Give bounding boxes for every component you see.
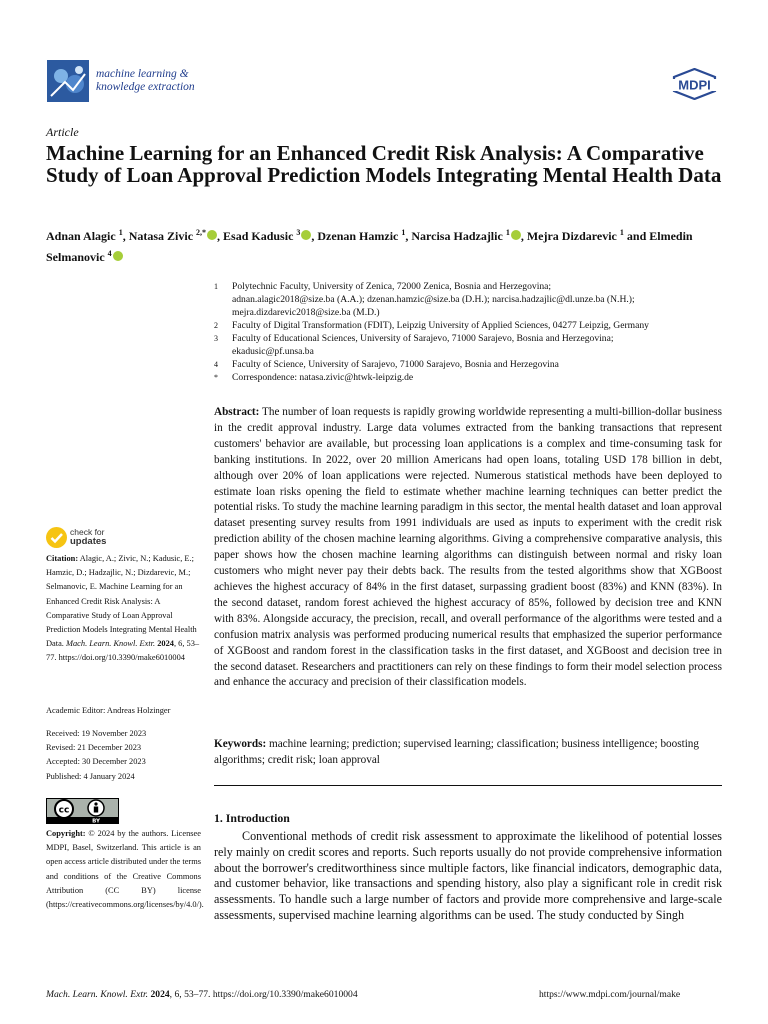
publisher-name: MDPI [678, 77, 711, 93]
author-separator: , [520, 229, 527, 243]
check-for-updates-badge[interactable] [46, 527, 126, 551]
orcid-icon[interactable] [113, 251, 123, 261]
abstract-text: The number of loan requests is rapidly growing worldwide representing a multi-billion-dollar business in the credit approval industry. Large data volumes extracted from the banking transactions that represent customers' behavior are available, but processing loan applications is a complex and time-consuming task for banking institutions. In 2022, over 20 million Americans had open loans, totaling USD 178 billion in debt, although over 20% of loan applications were rejected. Numerous statistical methods have been deployed to estimate loan risks opening the field to estimate whether machine learning techniques can better predict the potential risks. To study the machine learning paradigm in this sector, the mental health dataset and loan approval dataset presenting survey results from 1991 individuals are used as inputs to experiment with the credit risk prediction ability of the chosen machine learning algorithms. Giving a comprehensive comparative analysis, this paper shows how the chosen machine learning algorithms can distinguish between normal and risky loan customers who might never pay their debts back. The results from the tested algorithms show that XGBoost achieves the highest accuracy of 84% in the first dataset, surpassing gradient boost (83%) and KNN (83%). In the second dataset, random forest achieved the highest accuracy of 85%, followed by decision tree and KNN with 83%. Alongside accuracy, the precision, recall, and overall performance of the algorithms were tested and a confusion matrix analysis was performed producing numerical results that emphasized the superior performance of XGBoost and random forest in the classification tasks in the first dataset, and XGBoost and decision tree in the second dataset. Researchers and practitioners can rely on these findings to form their model selection process and enhance the accuracy and precision of their classification models. [214, 406, 722, 689]
affiliation-number: 4 [214, 360, 218, 369]
affiliation-row [214, 332, 724, 358]
keywords-label: Keywords: [214, 738, 267, 750]
author-affiliation-sup: 3 [296, 228, 301, 237]
affiliation-number: * [214, 373, 218, 382]
affiliation-line: ekadusic@pf.unsa.ba [232, 346, 314, 357]
citation-doi[interactable]: , 6, 53–77. https://doi.org/10.3390/make6010004 [46, 639, 200, 663]
journal-name [96, 68, 195, 94]
section-divider [214, 785, 722, 786]
author-separator: , [122, 229, 129, 243]
citation-block [46, 552, 201, 666]
footer-year: 2024 [150, 989, 170, 1000]
orcid-icon[interactable] [301, 230, 311, 240]
citation-year: 2024 [157, 639, 174, 649]
affiliation-row [214, 371, 724, 384]
abstract [214, 405, 722, 691]
updates-line2: updates [70, 536, 107, 547]
introduction-paragraph: Conventional methods of credit risk assessment to approximate the likelihood of potential losses rely mainly on credit scores and reports. Such reports usually do not provide comprehensive information about the borrower's creditworthiness since multiple factors, like financial indicators, demographic data, and customer behavior, like transactions and spending history, also play a significant role in credit risk assessments. To handle such a large number of factors and provide more comprehensive and large-scale assessments, supervised machine learning algorithms can be used. The study conducted by Singh [214, 829, 722, 922]
citation-text: Alagic, A.; Zivic, N.; Kadusic, E.; Hamzic, D.; Hadzajlic, N.; Dizdarevic, M.; Selmanovic, E. Machine Learning for an Enhanced Credit Risk Analysis: A Comparative Study of Loan Approval Prediction Models Integrating Mental Health Data. [46, 554, 197, 649]
affiliation-row [214, 280, 724, 319]
footer-journal-url[interactable]: https://www.mdpi.com/journal/make [539, 989, 681, 1000]
affiliation-line: Faculty of Digital Transformation (FDIT), Leipzig University of Applied Sciences, 04277 Leipzig, Germany [232, 320, 649, 331]
article-type: Article [46, 125, 79, 139]
academic-editor: Academic Editor: Andreas Holzinger [46, 706, 171, 715]
date-line: Published: 4 January 2024 [46, 771, 135, 781]
cc-by-license-icon[interactable] [46, 798, 119, 824]
footer-doi[interactable]: , 6, 53–77. https://doi.org/10.3390/make6010004 [169, 989, 358, 1000]
citation-label: Citation: [46, 554, 79, 563]
author-separator: , [217, 229, 224, 243]
affiliation-line: Polytechnic Faculty, University of Zenica, 72000 Zenica, Bosnia and Herzegovina; [232, 281, 552, 292]
affiliation-row [214, 358, 724, 371]
journal-name-line1: machine learning & [96, 68, 189, 80]
section-heading-introduction: 1. Introduction [214, 811, 290, 825]
author-list [46, 224, 726, 266]
affiliation-line: adnan.alagic2018@size.ba (A.A.); dzenan.hamzic@size.ba (D.H.); narcisa.hadzajlic@dl.unze.ba (N.H.); [232, 294, 635, 305]
date-line: Revised: 21 December 2023 [46, 743, 142, 753]
author-affiliation-sup: 1 [118, 228, 123, 237]
author-name: Adnan Alagic [46, 229, 116, 243]
author-name: Natasa Zivic [128, 229, 194, 243]
author-affiliation-sup: 2,* [196, 228, 207, 237]
by-label: BY [92, 818, 100, 824]
affiliation-line: Faculty of Educational Sciences, University of Sarajevo, 71000 Sarajevo, Bosnia and Herzegovina; [232, 333, 614, 344]
footer-journal: Mach. Learn. Knowl. Extr. [46, 989, 149, 1000]
affiliations [214, 280, 724, 384]
copyright-notice [46, 827, 204, 912]
keywords [214, 736, 722, 768]
affiliation-row [214, 319, 724, 332]
affiliation-line: Correspondence: natasa.zivic@htwk-leipzig.de [232, 372, 414, 383]
author-affiliation-sup: 1 [401, 228, 406, 237]
copyright-label: Copyright: [46, 829, 86, 838]
author-name: Dzenan Hamzic [317, 229, 399, 243]
keywords-text: machine learning; prediction; supervised learning; classification; business intelligence; boosting algorithms; credit risk; loan approval [214, 738, 699, 766]
author-name: Mejra Dizdarevic [526, 229, 617, 243]
author-name: Narcisa Hadzajlic [411, 229, 503, 243]
author-affiliation-sup: 1 [505, 228, 510, 237]
affiliation-number: 1 [214, 282, 218, 291]
author-separator: , [311, 229, 318, 243]
updates-line1: check for [70, 527, 105, 537]
author-name: Esad Kadusic [223, 229, 294, 243]
author-affiliation-sup: 4 [107, 249, 112, 258]
author-affiliation-sup: 1 [619, 228, 624, 237]
author-separator: , [405, 229, 412, 243]
publication-dates [46, 727, 201, 784]
orcid-icon[interactable] [207, 230, 217, 240]
journal-logo-icon [47, 60, 89, 102]
footer-citation [46, 989, 358, 1000]
paper-title: Machine Learning for an Enhanced Credit Risk Analysis: A Comparative Study of Loan Approval Prediction Models Integrating Mental Health Data [46, 141, 722, 187]
affiliation-number: 2 [214, 321, 218, 330]
affiliation-number: 3 [214, 334, 218, 343]
orcid-icon[interactable] [511, 230, 521, 240]
author-separator: and [623, 229, 650, 243]
citation-journal: Mach. Learn. Knowl. Extr. [66, 639, 156, 649]
updates-icon [46, 527, 67, 548]
affiliation-line: Faculty of Science, University of Sarajevo, 71000 Sarajevo, Bosnia and Herzegovina [232, 359, 559, 370]
date-line: Received: 19 November 2023 [46, 729, 147, 738]
affiliation-line: mejra.dizdarevic2018@size.ba (M.D.) [232, 307, 380, 318]
cc-label: cc [58, 805, 70, 816]
abstract-label: Abstract: [214, 406, 260, 418]
mdpi-logo-icon [667, 68, 722, 100]
journal-name-line2: knowledge extraction [96, 81, 195, 93]
author-name: Elmedin Selmanovic [46, 229, 693, 264]
copyright-text: © 2024 by the authors. Licensee MDPI, Basel, Switzerland. This article is an open access article distributed under the terms and conditions of the Creative Commons Attribution (CC BY) license (https://creativecommons.org/licenses/by/4.0/). [46, 829, 204, 910]
date-line: Accepted: 30 December 2023 [46, 757, 146, 767]
